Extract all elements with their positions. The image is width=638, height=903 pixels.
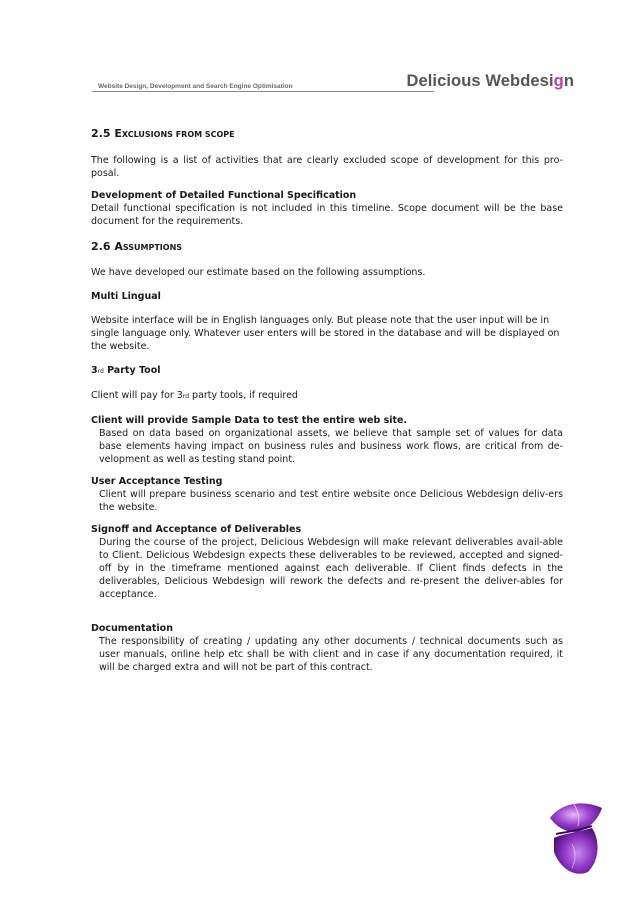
signoff-body: During the course of the project, Delicious Webdesign will make relevant deliverables avail-able to Client. Delicious Webdesign expects these deliverables to be reviewed, accepted and signed-off by in the timeframe mentioned against each deliverable. If Client finds defects in the deliverables, Delicious Webdesign will rework the defects and re-present the deliver-ables for acceptance. [99, 537, 563, 600]
section-title-assumptions [91, 240, 563, 254]
lips-logo-icon [544, 798, 610, 878]
section-title-rest-exclusions: XCLUSIONS FROM SCOPE [121, 130, 235, 139]
brand-name [406, 72, 574, 91]
page-header [92, 72, 578, 94]
third-party-number: 3 [91, 365, 98, 376]
third-party-suffix: rd [97, 368, 104, 375]
header-tagline: Website Design, Development and Search Engine Optimisation [98, 83, 293, 90]
multilingual-title: Multi Lingual [91, 291, 161, 302]
header-rule [92, 91, 434, 92]
third-party-body-b: party tools, if required [189, 390, 298, 401]
third-party-title [91, 364, 563, 378]
brand-tail: n [563, 72, 574, 90]
exclusions-intro: The following is a list of activities that are clearly excluded scope of development for this pro-posal. [91, 155, 563, 179]
multilingual-body: Website interface will be in English languages only. But please note that the user input will be in single language only. Whatever user enters will be stored in the database and will be displayed on the website. [91, 315, 560, 352]
third-party-title-rest: Party Tool [103, 365, 161, 376]
brand-main: Delicious Webdesi [406, 72, 554, 90]
signoff-title: Signoff and Acceptance of Deliverables [91, 524, 302, 535]
assumptions-intro: We have developed our estimate based on the following assumptions. [91, 267, 426, 278]
documentation-body: The responsibility of creating / updating any other documents / technical documents such as user manuals, online help etc shall be with client and in case if any documentation required, it will be charged extra and will not be part of this contract. [99, 636, 563, 673]
uat-body: Client will prepare business scenario and test entire website once Delicious Webdesign deliv-ers the website. [99, 489, 563, 513]
document-body [91, 127, 563, 674]
sample-data-body: Based on data based on organizational assets, we believe that sample set of values for data base elements having impact on business rules and business work flows, are critical from de-velopment as well as testing stand point. [99, 428, 563, 465]
third-party-body [91, 389, 563, 403]
brand-accent: g [553, 72, 564, 90]
section-number-exclusions: 2.5 E [91, 127, 122, 140]
section-title-exclusions [91, 127, 563, 141]
exclusion-item-title: Development of Detailed Functional Specification [91, 190, 357, 201]
section-number-assumptions: 2.6 A [91, 240, 123, 253]
uat-title: User Acceptance Testing [91, 476, 223, 487]
third-party-body-a: Client will pay for 3 [91, 390, 183, 401]
third-party-body-suffix: rd [182, 393, 190, 400]
documentation-title: Documentation [91, 623, 173, 634]
sample-data-title: Client will provide Sample Data to test the entire web site. [91, 415, 408, 426]
exclusion-item-body: Detail functional specification is not included in this timeline. Scope document will be the base document for the requirements. [91, 203, 563, 227]
section-title-rest-assumptions: SSUMPTIONS [122, 243, 183, 252]
